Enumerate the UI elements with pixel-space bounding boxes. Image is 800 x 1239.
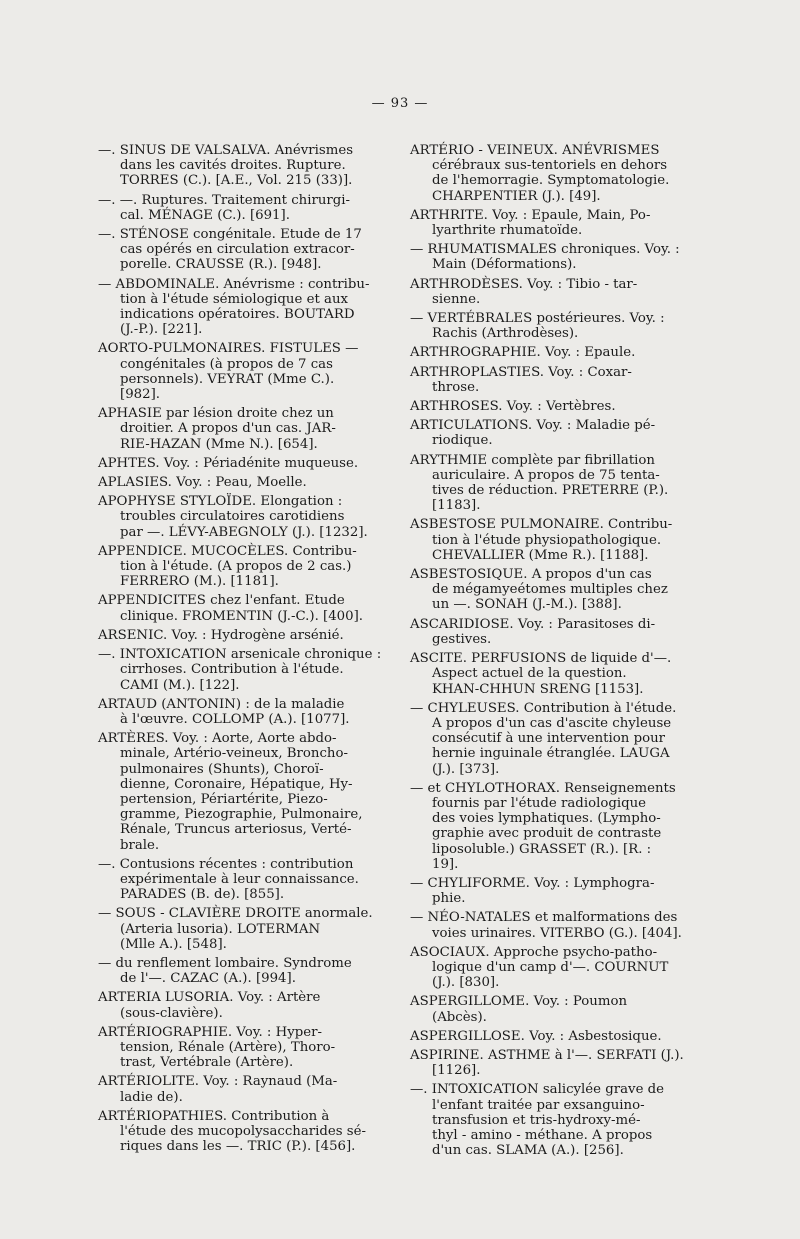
entry-heading-line: ARSENIC. Voy. : Hydrogène arsénié. [98,627,344,643]
index-entry [410,701,700,777]
index-entry [410,453,700,514]
index-entry [410,311,700,341]
entry-continuation-line: (J.). [373]. [432,761,500,777]
index-entry [98,1074,398,1104]
index-entry [410,1048,700,1078]
entry-continuation-line: logique d'un camp d'—. COURNUT [432,959,669,975]
entry-heading-line: —. STÉNOSE congénitale. Etude de 17 [98,227,362,243]
entry-continuation-line: troubles circulatoires carotidiens [120,509,345,525]
entry-continuation-line: PARADES (B. de). [855]. [120,887,285,903]
entry-heading-line: ARTICULATIONS. Voy. : Maladie pé- [410,418,656,434]
index-entry [410,910,700,940]
entry-heading-line: ASOCIAUX. Approche psycho-patho- [410,944,658,960]
index-entry [98,956,398,986]
entry-heading-line: ARTHROSES. Voy. : Vertèbres. [410,399,616,415]
entry-continuation-line: (Mlle A.). [548]. [120,936,227,952]
index-entry [98,475,398,490]
entry-continuation-line: trast, Vertébrale (Artère). [120,1055,294,1071]
entry-continuation-line: [1183]. [432,498,481,514]
index-entry [410,617,700,647]
entry-continuation-line: dans les cavités droites. Rupture. [120,158,346,174]
entry-continuation-line: personnels). VEYRAT (Mme C.). [120,371,335,387]
entry-continuation-line: lyarthrite rhumatoïde. [432,223,583,239]
entry-continuation-line: hernie inguinale étranglée. LAUGA [432,746,670,762]
entry-heading-line: —. —. Ruptures. Traitement chirurgi- [98,192,351,208]
index-entry [410,651,700,697]
entry-continuation-line: l'étude des mucopolysaccharides sé- [120,1123,366,1139]
entry-continuation-line: cas opérés en circulation extracor- [120,242,355,258]
left-column [98,143,398,1158]
entry-continuation-line: (Arteria lusoria). LOTERMAN [120,921,321,937]
entry-continuation-line: tives de réduction. PRETERRE (P.). [432,483,669,499]
entry-heading-line: ARTÉRIOGRAPHIE. Voy. : Hyper- [98,1024,322,1040]
entry-heading-line: —. SINUS DE VALSALVA. Anévrismes [98,143,354,158]
index-entry [98,406,398,452]
entry-continuation-line: expérimentale à leur connaissance. [120,871,359,887]
entry-heading-line: ASPIRINE. ASTHME à l'—. SERFATI (J.). [410,1047,684,1063]
entry-continuation-line: des voies lymphatiques. (Lympho- [432,811,661,827]
entry-continuation-line: Main (Déformations). [432,257,577,273]
index-entry [410,242,700,272]
entry-heading-line: — CHYLIFORME. Voy. : Lymphogra- [410,875,655,891]
entry-continuation-line: throse. [432,379,480,395]
entry-heading-line: —. INTOXICATION arsenicale chronique : [98,647,382,663]
index-entry [410,345,700,360]
index-entry [98,647,398,693]
entry-continuation-line: clinique. FROMENTIN (J.-C.). [400]. [120,608,363,624]
entry-continuation-line: un —. SONAH (J.-M.). [388]. [432,597,622,613]
entry-heading-line: ARTHRITE. Voy. : Epaule, Main, Po- [410,207,651,223]
entry-heading-line: ARTAUD (ANTONIN) : de la maladie [98,696,345,712]
entry-heading-line: APLASIES. Voy. : Peau, Moelle. [98,475,307,491]
entry-continuation-line: droitier. A propos d'un cas. JAR- [120,421,336,437]
index-entry [98,456,398,471]
entry-heading-line: —. Contusions récentes : contribution [98,856,354,872]
index-entry [98,1025,398,1071]
index-entry [410,945,700,991]
entry-continuation-line: Rachis (Arthrodèses). [432,326,579,342]
index-entry [410,399,700,414]
index-entry [410,994,700,1024]
index-entry [410,365,700,395]
index-entry [98,628,398,643]
entry-heading-line: APHASIE par lésion droite chez un [98,406,334,422]
entry-continuation-line: de l'—. CAZAC (A.). [994]. [120,971,296,987]
entry-continuation-line: cirrhoses. Contribution à l'étude. [120,662,344,678]
index-entry [98,341,398,402]
index-entry [410,567,700,613]
entry-continuation-line: voies urinaires. VITERBO (G.). [404]. [432,925,682,941]
entry-continuation-line: cal. MÉNAGE (C.). [691]. [120,207,290,223]
page-number: — 93 — [371,96,429,111]
entry-continuation-line: (J.-P.). [221]. [120,322,203,338]
entry-continuation-line: (J.). [830]. [432,975,500,991]
entry-heading-line: ARTÈRES. Voy. : Aorte, Aorte abdo- [98,731,337,747]
entry-heading-line: ARTÉRIOLITE. Voy. : Raynaud (Ma- [98,1074,338,1090]
entry-heading-line: ARTÉRIOPATHIES. Contribution à [98,1108,330,1124]
entry-continuation-line: à l'œuvre. COLLOMP (A.). [1077]. [120,711,350,727]
index-entry [98,906,398,952]
entry-heading-line: ASBESTOSE PULMONAIRE. Contribu- [410,517,673,533]
entry-heading-line: ASCARIDIOSE. Voy. : Parasitoses di- [410,616,656,632]
entry-continuation-line: (Abcès). [432,1009,487,1025]
entry-continuation-line: par —. LÉVY-ABEGNOLY (J.). [1232]. [120,524,368,540]
right-column [410,143,700,1162]
entry-continuation-line: pulmonaires (Shunts), Choroï- [120,761,324,777]
entry-continuation-line: pertension, Périartérite, Piezo- [120,791,328,807]
index-entry [410,143,700,204]
entry-continuation-line: liposoluble.) GRASSET (R.). [R. : [432,841,652,857]
entry-continuation-line: tion à l'étude sémiologique et aux [120,291,349,307]
index-entry [98,143,398,189]
entry-continuation-line: d'un cas. SLAMA (A.). [256]. [432,1143,624,1159]
entry-continuation-line: auriculaire. A propos de 75 tenta- [432,467,660,483]
entry-heading-line: ARTÉRIO - VEINEUX. ANÉVRISMES [410,143,660,158]
entry-heading-line: — ABDOMINALE. Anévrisme : contribu- [98,276,370,292]
entry-heading-line: — et CHYLOTHORAX. Renseignements [410,780,676,796]
entry-continuation-line: sienne. [432,291,481,307]
index-entry [98,731,398,853]
entry-heading-line: ASPERGILLOME. Voy. : Poumon [410,994,628,1010]
entry-heading-line: ASBESTOSIQUE. A propos d'un cas [410,567,652,583]
entry-continuation-line: Rénale, Truncus arteriosus, Verté- [120,822,352,838]
entry-continuation-line: de l'hemorragie. Symptomatologie. [432,173,670,189]
entry-continuation-line: thyl - amino - méthane. A propos [432,1127,653,1143]
entry-continuation-line: minale, Artério-veineux, Broncho- [120,746,348,762]
entry-continuation-line: Aspect actuel de la question. [432,666,627,682]
entry-continuation-line: cérébraux sus-tentoriels en dehors [432,158,668,174]
index-entry [98,494,398,540]
entry-continuation-line: brale. [120,837,160,853]
entry-continuation-line: [1126]. [432,1063,481,1079]
entry-heading-line: ARTHRODÈSES. Voy. : Tibio - tar- [410,276,638,292]
entry-continuation-line: transfusion et tris-hydroxy-mé- [432,1112,641,1128]
index-entry [410,277,700,307]
entry-continuation-line: de mégamyeétomes multiples chez [432,582,668,598]
entry-continuation-line: CHEVALLIER (Mme R.). [1188]. [432,547,649,563]
entry-heading-line: — RHUMATISMALES chroniques. Voy. : [410,242,680,258]
entry-continuation-line: tion à l'étude. (A propos de 2 cas.) [120,559,352,575]
entry-heading-line: — VERTÉBRALES postérieures. Voy. : [410,311,665,327]
entry-continuation-line: porelle. CRAUSSE (R.). [948]. [120,257,322,273]
entry-heading-line: — NÉO-NATALES et malformations des [410,910,678,926]
index-entry [98,857,398,903]
entry-continuation-line: A propos d'un cas d'ascite chyleuse [432,715,672,731]
entry-continuation-line: gramme, Piezographie, Pulmonaire, [120,807,363,823]
index-entry [410,517,700,563]
index-entry [98,227,398,273]
entry-heading-line: ARTHROGRAPHIE. Voy. : Epaule. [410,345,636,361]
index-entry [410,418,700,448]
entry-heading-line: — SOUS - CLAVIÈRE DROITE anormale. [98,906,373,922]
entry-continuation-line: congénitales (à propos de 7 cas [120,356,333,372]
entry-continuation-line: [982]. [120,387,160,403]
index-entry [410,1029,700,1044]
index-entry [410,1082,700,1158]
entry-heading-line: APOPHYSE STYLOÏDE. Elongation : [98,494,343,510]
entry-continuation-line: KHAN-CHHUN SRENG [1153]. [432,681,644,697]
entry-heading-line: — CHYLEUSES. Contribution à l'étude. [410,700,677,716]
entry-continuation-line: TORRES (C.). [A.E., Vol. 215 (33)]. [120,173,353,189]
index-entry [98,593,398,623]
entry-continuation-line: gestives. [432,631,492,647]
entry-continuation-line: fournis par l'étude radiologique [432,795,647,811]
entry-continuation-line: riodique. [432,433,493,449]
index-entry [98,193,398,223]
index-entry [410,876,700,906]
entry-continuation-line: tion à l'étude physiopathologique. [432,532,662,548]
entry-heading-line: ARTHROPLASTIES. Voy. : Coxar- [410,364,632,380]
index-entry [410,781,700,872]
entry-continuation-line: RIE-HAZAN (Mme N.). [654]. [120,436,318,452]
entry-heading-line: AORTO-PULMONAIRES. FISTULES — [98,341,359,357]
entry-continuation-line: (sous-clavière). [120,1005,223,1021]
entry-heading-line: APHTES. Voy. : Périadénite muqueuse. [98,455,359,471]
index-entry [98,277,398,338]
entry-continuation-line: graphie avec produit de contraste [432,826,662,842]
entry-heading-line: — du renflement lombaire. Syndrome [98,955,352,971]
index-entry [98,697,398,727]
entry-heading-line: ASCITE. PERFUSIONS de liquide d'—. [410,651,672,667]
index-entry [98,544,398,590]
entry-heading-line: —. INTOXICATION salicylée grave de [410,1082,665,1098]
entry-heading-line: ARTERIA LUSORIA. Voy. : Artère [98,990,321,1006]
entry-continuation-line: ladie de). [120,1089,183,1105]
entry-heading-line: APPENDICE. MUCOCÈLES. Contribu- [98,543,357,559]
index-entry [98,990,398,1020]
entry-heading-line: ARYTHMIE complète par fibrillation [410,452,655,468]
entry-continuation-line: l'enfant traitée par exsanguino- [432,1097,645,1113]
entry-continuation-line: phie. [432,891,466,907]
entry-continuation-line: CHARPENTIER (J.). [49]. [432,188,601,204]
entry-continuation-line: 19]. [432,856,459,872]
entry-continuation-line: consécutif à une intervention pour [432,731,666,747]
entry-continuation-line: CAMI (M.). [122]. [120,677,240,693]
entry-heading-line: APPENDICITES chez l'enfant. Etude [98,593,345,609]
entry-continuation-line: indications opératoires. BOUTARD [120,307,355,323]
entry-continuation-line: dienne, Coronaire, Hépatique, Hy- [120,776,353,792]
entry-continuation-line: FERRERO (M.). [1181]. [120,574,279,590]
index-entry [98,1109,398,1155]
entry-continuation-line: tension, Rénale (Artère), Thoro- [120,1039,336,1055]
entry-heading-line: ASPERGILLOSE. Voy. : Asbestosique. [410,1028,662,1044]
index-entry [410,208,700,238]
entry-continuation-line: riques dans les —. TRIC (P.). [456]. [120,1139,356,1155]
